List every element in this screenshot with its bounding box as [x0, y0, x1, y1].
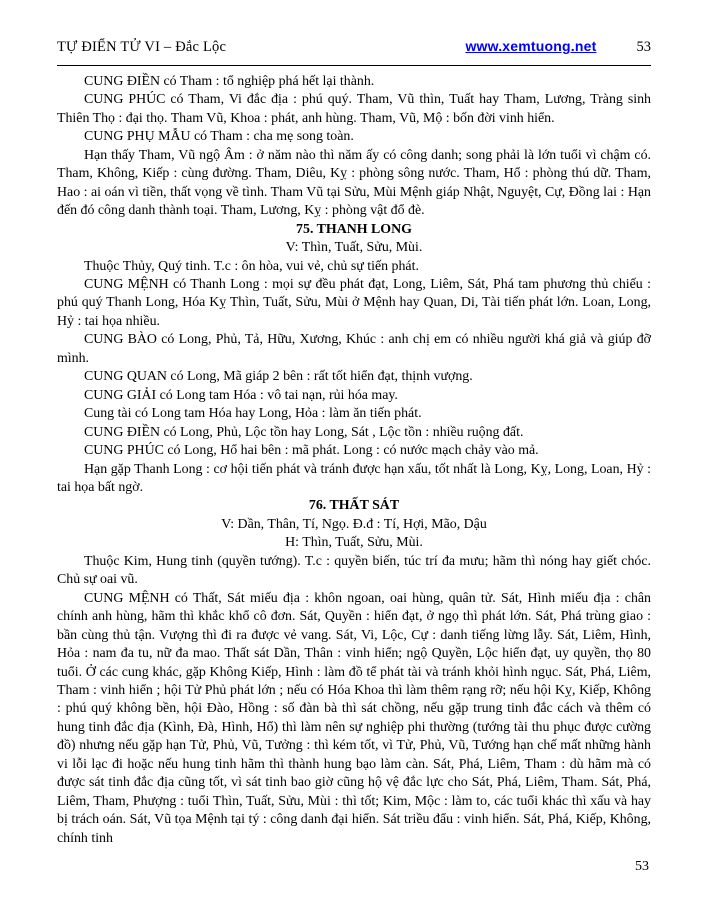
- paragraph: CUNG PHÚC có Long, Hổ hai bên : mã phát. Long : có nước mạch chảy vào mả.: [84, 443, 539, 459]
- header-title: TỰ ĐIỂN TỬ VI – Đắc Lộc: [57, 39, 227, 55]
- paragraph: Thuộc Kim, Hung tinh (quyền tướng). T.c : quyền biến, túc trí đa mưu; hãm thì nóng hay giết chóc. Chủ sự oai vũ.: [57, 553, 651, 588]
- centered-line: H: Thìn, Tuất, Sửu, Mùi.: [285, 535, 423, 551]
- paragraph: CUNG ĐIỀN có Tham : tổ nghiệp phá hết lại thành.: [84, 74, 375, 89]
- paragraph: Thuộc Thủy, Quý tinh. T.c : ôn hòa, vui vẻ, chủ sự tiến phát.: [84, 258, 419, 274]
- centered-line: V: Thìn, Tuất, Sửu, Mùi.: [285, 240, 423, 256]
- paragraph: CUNG ĐIỀN có Long, Phủ, Lộc tồn hay Long, Sát , Lộc tồn : nhiều ruộng đất.: [84, 424, 524, 440]
- header-divider: [57, 65, 651, 66]
- header-right-group: [465, 38, 651, 56]
- paragraph: Hạn thấy Tham, Vũ ngộ Âm : ở năm nào thì năm ấy có công danh; song phải là lớn tuổi vì chậm có. Tham, Không, Kiếp : cùng đường. Tham, Diêu, Kỵ : phòng sông nước. Tham, Hổ : phòng thú dữ. Tham, Hao : ai oán vì tiền, thất vọng về tình. Tham Vũ tại Sửu, Mùi Mệnh giáp Nhật, Nguyệt, Cự, Đồng lai : Hạn đến đó công danh thành toại. Tham, Lương, Kỵ : phòng vật đổ đè.: [57, 147, 651, 219]
- page-header: [57, 38, 651, 56]
- paragraph: CUNG MỆNH có Thất, Sát miếu địa : khôn ngoan, oai hùng, quân tử. Sát, Hình miếu địa : chân chính anh hùng, hãm thì khắc khổ cô đơn. Sát, Quyền : hiển đạt, ở ngọ thì phát lớn. Sát, Phá trùng giao : bần cùng thủ tận. Vượng thì đi ra được vẻ vang. Sát, Vi, Lộc, Cự : danh tiếng lừng lẫy. Sát, Liêm, Hình, Hỏa : nam đa tu, nữ đa mao. Thất sát Dần, Thân : vinh hiển; ngộ Quyền, Lộc hiển đạt, uy quyền, thọ 80 tuổi. Ở các cung khác, gặp Không Kiếp, Hình : làm đồ tể phát tài và tránh khỏi hình ngục. Sát, Phá, Liêm, Tham : vinh hiển ; hội Tử Phủ phát lớn ; nếu có Hóa Khoa thì làm thêm rạng rỡ; nếu hội Kỵ, Kiếp, Không : phú quý không bền, hội Đào, Hồng : số đàn bà thì sát chồng, nếu gặp trung tinh đắc cách và thêm có hung tinh đắc địa (Kình, Đà, Hình, Hổ) thì làm nên sự nghiệp phi thường (tướng tài thu phục được cường đồ) nhưng nếu gặp hạn Tử, Phủ, Vũ, Tưởng : thì kém tốt, vì Tử, Phủ, Vũ, Tướng hạn chế mất những hành vi lỗi lạc đi hoặc nếu hung tinh hãm thì thành hung bạo làm càn. Sát, Phá, Liêm, Tham : dù hãm mà có được sát tinh đắc địa cũng tốt, vì sát tinh bao giờ cũng hộ vệ đắc lực cho Sát, Phá, Liêm, Tham. Sát, Phá, Liêm, Tham, Phượng : tuổi Thìn, Tuất, Sửu, Mùi : thì tốt; Kim, Mộc : làm to, các tuổi khác thì xấu và hay bị trách oán. Sát, Vũ tọa Mệnh tại tý : công danh đại hiển. Sát triều đẩu : vinh hiển. Sát, Phá, Kiếp, Không, chính tinh: [57, 590, 651, 846]
- paragraph: Hạn gặp Thanh Long : cơ hội tiến phát và tránh được hạn xấu, tốt nhất là Long, Kỵ, Long, Loan, Hỷ : tai họa bất ngờ.: [57, 461, 651, 495]
- document-body: [57, 73, 651, 848]
- paragraph: CUNG MỆNH có Thanh Long : mọi sự đều phát đạt, Long, Liêm, Sát, Phá tam phương thủ chiếu : phú quý Thanh Long, Hóa Kỵ Thìn, Tuất, Sửu, Mùi ở Mệnh hay Quan, Di, Tài tiến phát lớn. Loan, Long, Hỷ : tai họa nhiều.: [57, 276, 651, 329]
- centered-line: V: Dần, Thân, Tí, Ngọ. Đ.đ : Tí, Hợi, Mão, Dậu: [221, 516, 487, 532]
- website-link[interactable]: www.xemtuong.net: [465, 38, 597, 54]
- footer-page-number: 53: [635, 859, 649, 874]
- section-heading: 76. THẤT SÁT: [308, 498, 400, 514]
- paragraph: CUNG PHÚC có Tham, Vi đắc địa : phú quý. Tham, Vũ thìn, Tuất hay Tham, Lương, Tràng sinh Thiên Thọ : đại thọ. Tham Vũ, Khoa : phát, anh hùng. Tham, Vũ, Mộ : bốn đời vinh hiển.: [57, 92, 651, 126]
- paragraph: CUNG QUAN có Long, Mã giáp 2 bên : rất tốt hiển đạt, thịnh vượng.: [84, 369, 473, 385]
- header-page-number: 53: [636, 39, 651, 55]
- paragraph: CUNG GIẢI có Long tam Hóa : vô tai nạn, rủi hóa may.: [84, 387, 398, 403]
- paragraph: Cung tài có Long tam Hóa hay Long, Hỏa : làm ăn tiến phát.: [84, 406, 422, 422]
- section-heading: 75. THANH LONG: [296, 221, 412, 237]
- paragraph: CUNG BÀO có Long, Phủ, Tả, Hữu, Xương, Khúc : anh chị em có nhiều người khá giả và giúp đỡ mình.: [57, 332, 651, 366]
- paragraph: CUNG PHỤ MẪU có Tham : cha mẹ song toàn.: [84, 129, 354, 145]
